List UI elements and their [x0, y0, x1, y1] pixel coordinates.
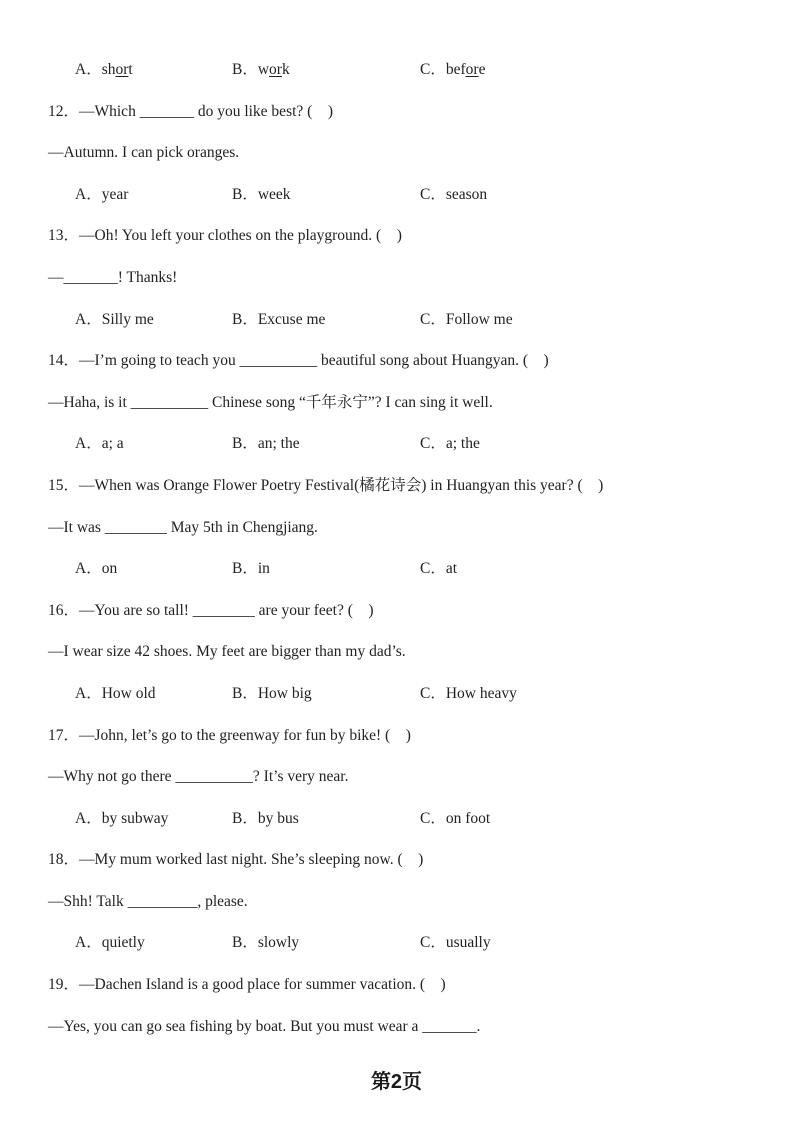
- question-response-18: —Shh! Talk _________, please.: [48, 892, 248, 910]
- question-response-14: —Haha, is it __________ Chinese song “千年永宁”? I can sing it well.: [48, 393, 493, 411]
- option-12-b: B．week: [232, 185, 291, 203]
- underlined-letters: or: [115, 61, 129, 78]
- question-stem-18: 18．—My mum worked last night. She’s sleeping now. ( ): [48, 851, 424, 869]
- option-17-a: A．by subway: [75, 809, 169, 827]
- option-label: C．: [420, 61, 446, 78]
- question-stem-14: 14．—I’m going to teach you __________ beautiful song about Huangyan. ( ): [48, 352, 549, 370]
- question-response-16: —I wear size 42 shoes. My feet are bigger than my dad’s.: [48, 643, 406, 661]
- underlined-letters: or: [269, 61, 282, 78]
- option-15-b: B．in: [232, 560, 270, 578]
- option-14-c: C．a; the: [420, 435, 480, 453]
- page-number: 第2页: [370, 1071, 423, 1093]
- options-row-17: [48, 798, 773, 840]
- option-15-a: A．on: [75, 560, 118, 578]
- option-12-a: A．year: [75, 185, 129, 203]
- option-11-c: C．before: [420, 61, 486, 78]
- options-row-15: [48, 548, 773, 590]
- question-response-12: —Autumn. I can pick oranges.: [48, 144, 240, 162]
- options-row-12: [48, 174, 773, 216]
- question-stem-17: 17．—John, let’s go to the greenway for fun by bike! ( ): [48, 726, 411, 744]
- option-13-c: C．Follow me: [420, 310, 513, 328]
- question-stem-13: 13．—Oh! You left your clothes on the playground. ( ): [48, 227, 402, 245]
- option-16-a: A．How old: [75, 684, 156, 702]
- option-11-b: B．work: [232, 61, 290, 78]
- option-13-a: A．Silly me: [75, 310, 154, 328]
- options-row-11: [48, 49, 773, 91]
- option-17-c: C．on foot: [420, 809, 491, 827]
- option-label: A．: [75, 61, 102, 78]
- option-14-b: B．an; the: [232, 435, 300, 453]
- option-18-b: B．slowly: [232, 934, 300, 952]
- option-16-b: B．How big: [232, 684, 312, 702]
- options-row-16: [48, 673, 773, 715]
- options-row-14: [48, 423, 773, 465]
- question-stem-12: 12．—Which _______ do you like best? ( ): [48, 102, 333, 120]
- option-18-c: C．usually: [420, 934, 491, 952]
- option-14-a: A．a; a: [75, 435, 124, 453]
- option-label: B．: [232, 61, 258, 78]
- option-17-b: B．by bus: [232, 809, 299, 827]
- options-row-18: [48, 922, 773, 964]
- underlined-letters: or: [465, 61, 479, 78]
- option-11-a: A．short: [75, 61, 133, 78]
- question-stem-16: 16．—You are so tall! ________ are your feet? ( ): [48, 601, 374, 619]
- question-stem-15: 15．—When was Orange Flower Poetry Festival(橘花诗会) in Huangyan this year? ( ): [48, 476, 604, 494]
- question-response-13: —_______! Thanks!: [48, 268, 178, 286]
- options-row-13: [48, 299, 773, 341]
- option-15-c: C．at: [420, 560, 458, 578]
- question-response-17: —Why not go there __________? It’s very near.: [48, 768, 349, 786]
- document-body: [48, 49, 773, 1047]
- option-13-b: B．Excuse me: [232, 310, 326, 328]
- option-12-c: C．season: [420, 185, 488, 203]
- question-response-19: —Yes, you can go sea fishing by boat. But you must wear a _______.: [48, 1017, 481, 1035]
- question-stem-19: 19．—Dachen Island is a good place for summer vacation. ( ): [48, 976, 446, 994]
- option-16-c: C．How heavy: [420, 684, 517, 702]
- question-response-15: —It was ________ May 5th in Chengjiang.: [48, 518, 318, 536]
- option-18-a: A．quietly: [75, 934, 145, 952]
